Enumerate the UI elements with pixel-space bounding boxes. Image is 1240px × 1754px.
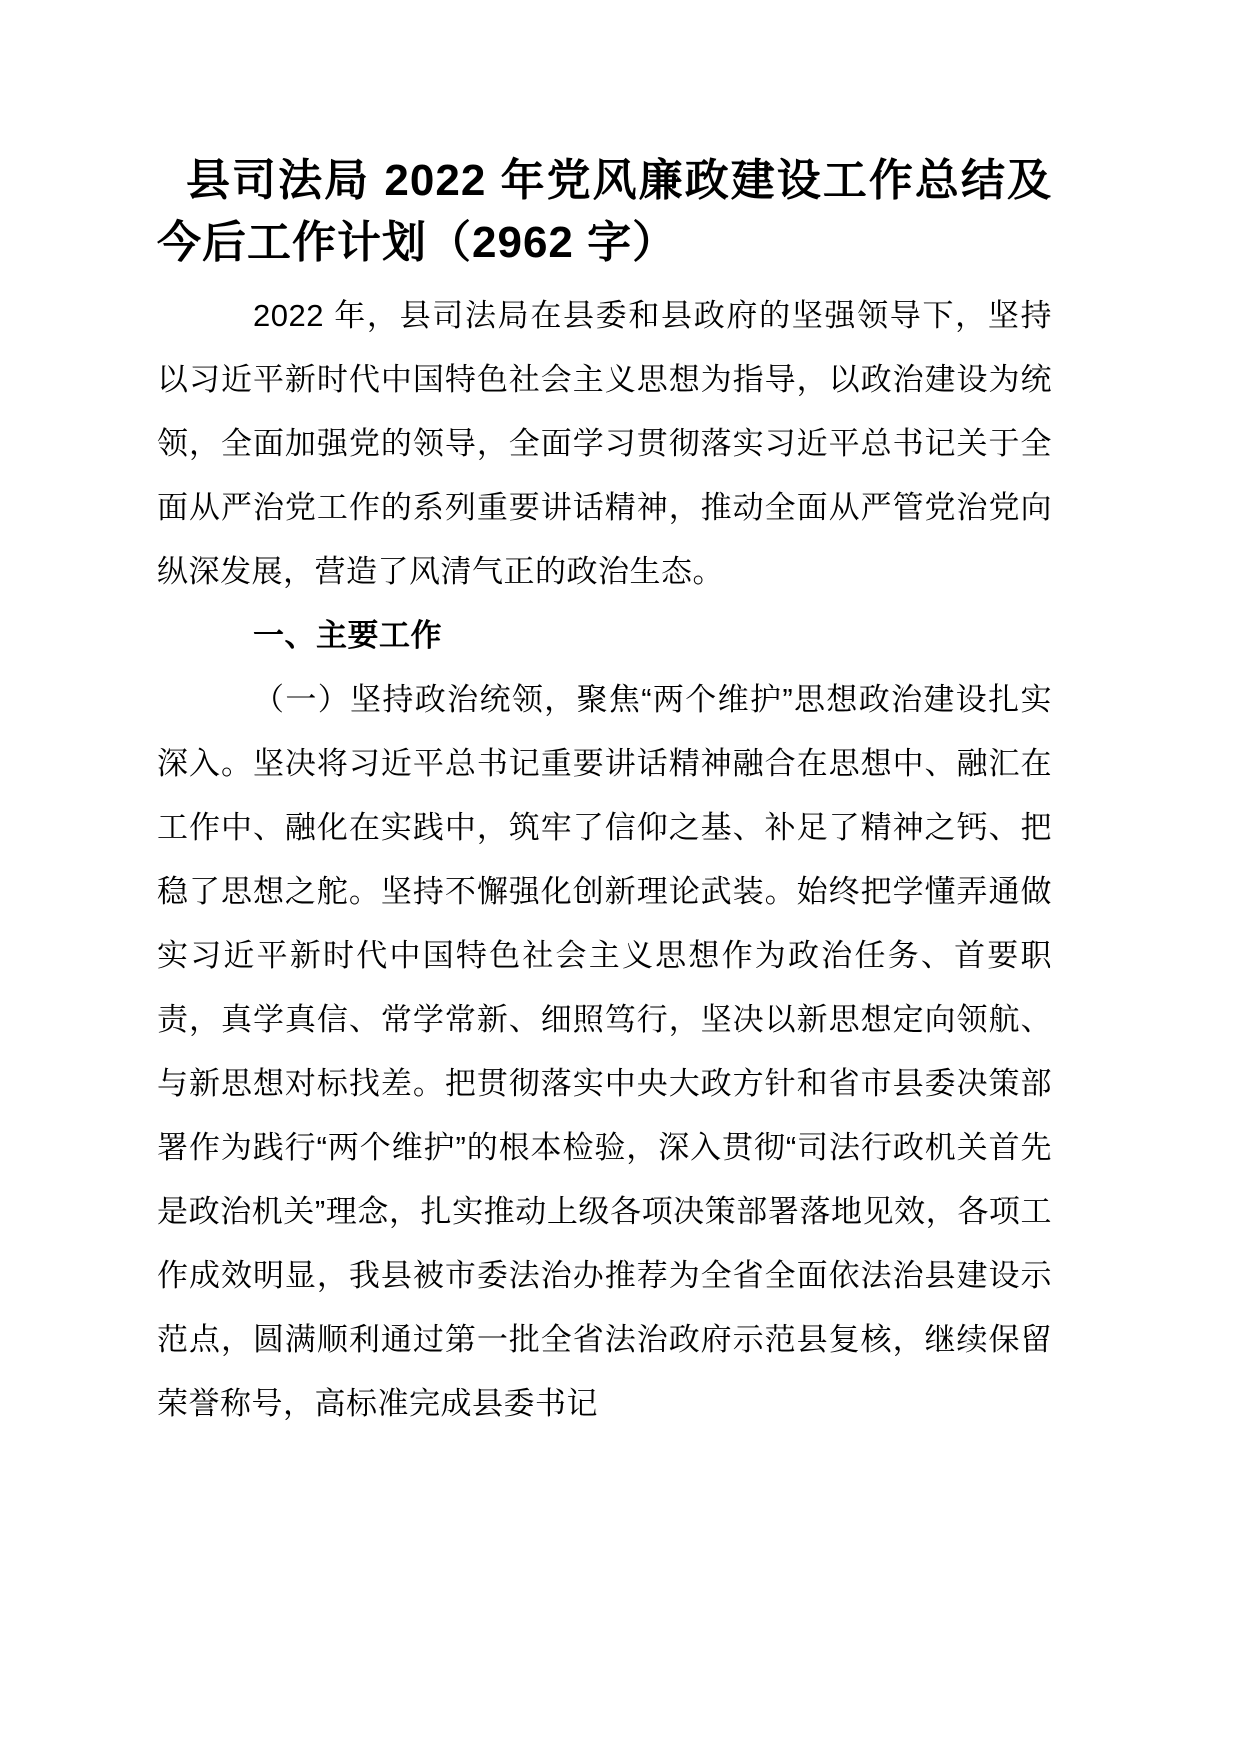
paragraph-intro: 2022 年，县司法局在县委和县政府的坚强领导下，坚持以习近平新时代中国特色社会主义思想为指导，以政治建设为统领，全面加强党的领导，全面学习贯彻落实习近平总书记关于全面从严治党工作的系列重要讲话精神，推动全面从严管党治党向纵深发展，营造了风清气正的政治生态。 bbox=[157, 298, 1052, 589]
document-body bbox=[157, 284, 1052, 1436]
paragraph-section-one: （一）坚持政治统领，聚焦“两个维护”思想政治建设扎实深入。坚决将习近平总书记重要讲话精神融合在思想中、融汇在工作中、融化在实践中，筑牢了信仰之基、补足了精神之钙、把稳了思想之舵。坚持不懈强化创新理论武装。始终把学懂弄通做实习近平新时代中国特色社会主义思想作为政治任务、首要职责，真学真信、常学常新、细照笃行，坚决以新思想定向领航、与新思想对标找差。把贯彻落实中央大政方针和省市县委决策部署作为践行“两个维护”的根本检验，深入贯彻“司法行政机关首先是政治机关”理念，扎实推动上级各项决策部署落地见效，各项工作成效明显，我县被市委法治办推荐为全省全面依法治县建设示范点，圆满顺利通过第一批全省法治政府示范县复核，继续保留荣誉称号，高标准完成县委书记 bbox=[157, 682, 1052, 1421]
section-heading-main-work: 一、主要工作 bbox=[253, 618, 442, 653]
document-title: 县司法局 2022 年党风廉政建设工作总结及今后工作计划（2962 字） bbox=[157, 156, 1052, 267]
